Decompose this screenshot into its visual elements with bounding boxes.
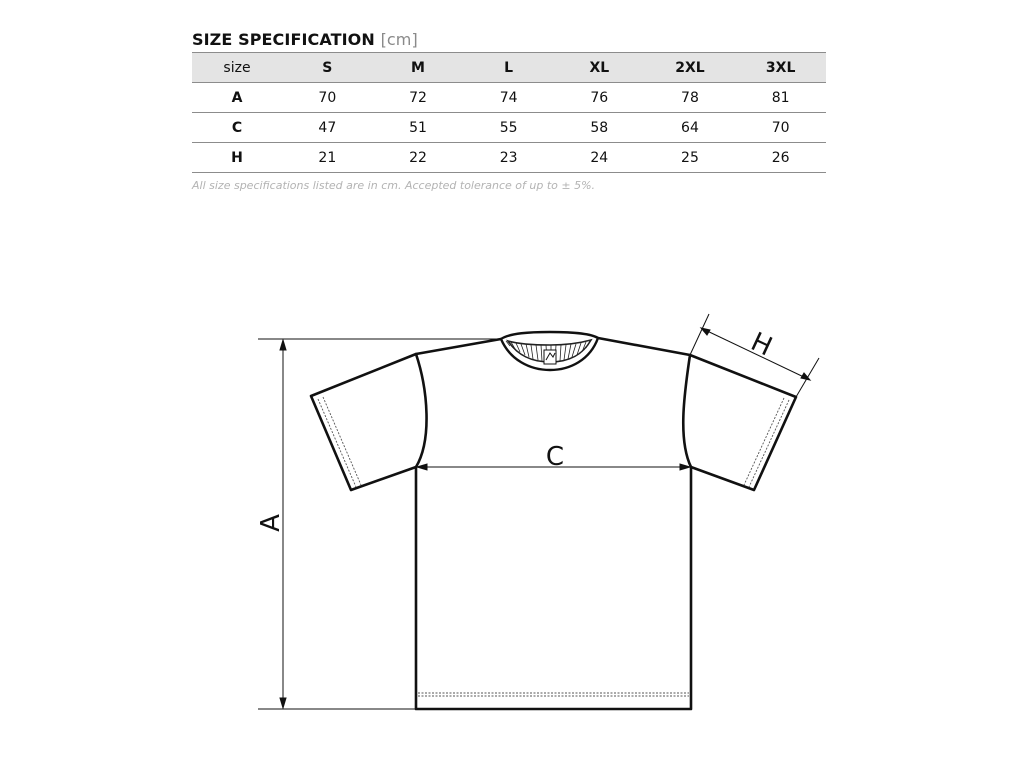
collar xyxy=(501,332,598,370)
table-cell: 26 xyxy=(735,143,826,173)
dimension-label-c: C xyxy=(545,442,565,472)
table-cell: 51 xyxy=(373,113,464,143)
table-cell: 23 xyxy=(463,143,554,173)
table-cell: 24 xyxy=(554,143,645,173)
tshirt-body xyxy=(416,467,691,709)
table-cell: 70 xyxy=(282,83,373,113)
dimension-a xyxy=(258,339,501,709)
size-header-2xl: 2XL xyxy=(645,53,736,83)
table-cell: 21 xyxy=(282,143,373,173)
size-header-xl: XL xyxy=(554,53,645,83)
row-label: H xyxy=(192,143,282,173)
table-cell: 81 xyxy=(735,83,826,113)
row-label: C xyxy=(192,113,282,143)
left-sleeve xyxy=(311,354,416,490)
table-cell: 76 xyxy=(554,83,645,113)
table-cell: 58 xyxy=(554,113,645,143)
brand-label-icon xyxy=(544,350,556,364)
table-cell: 55 xyxy=(463,113,554,143)
size-header-m: M xyxy=(373,53,464,83)
table-cell: 72 xyxy=(373,83,464,113)
table-cell: 70 xyxy=(735,113,826,143)
size-header-3xl: 3XL xyxy=(735,53,826,83)
table-cell: 22 xyxy=(373,143,464,173)
spec-title-text: SIZE SPECIFICATION xyxy=(192,30,375,49)
tshirt-outline xyxy=(311,338,796,709)
table-cell: 25 xyxy=(645,143,736,173)
table-cell: 64 xyxy=(645,113,736,143)
table-cell: 74 xyxy=(463,83,554,113)
spec-unit: [cm] xyxy=(380,30,418,49)
table-cell: 78 xyxy=(645,83,736,113)
tolerance-note: All size specifications listed are in cm. Accepted tolerance of up to ± 5%. xyxy=(192,179,596,192)
size-column-header: size xyxy=(192,53,282,83)
left-shoulder xyxy=(416,339,501,467)
right-sleeve xyxy=(690,355,796,490)
dimension-label-h: H xyxy=(746,327,777,363)
row-label: A xyxy=(192,83,282,113)
dimension-label-a: A xyxy=(256,514,286,532)
size-header-l: L xyxy=(463,53,554,83)
table-cell: 47 xyxy=(282,113,373,143)
right-shoulder xyxy=(598,338,691,467)
size-header-s: S xyxy=(282,53,373,83)
